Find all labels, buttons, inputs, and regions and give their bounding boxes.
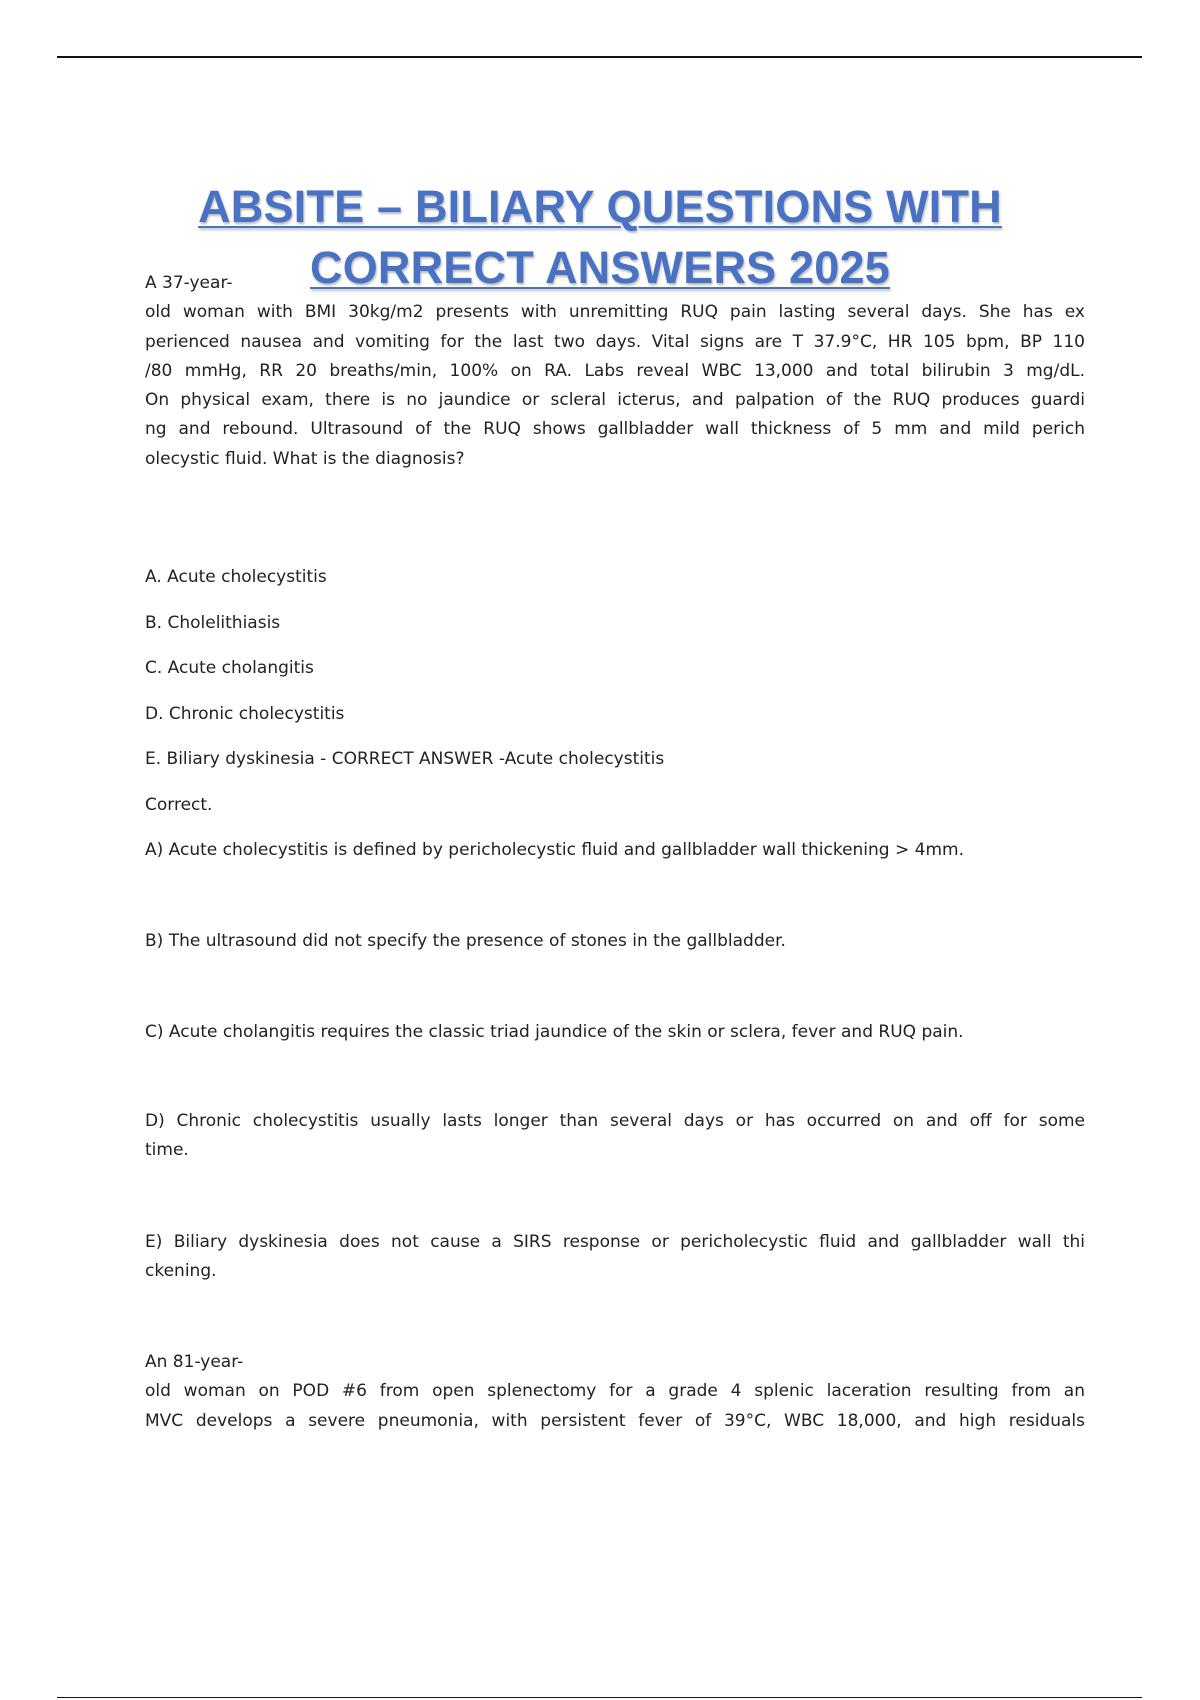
question-2-stem-line: old woman on POD #6 from open splenectomy for a grade 4 splenic laceration resulting from an	[145, 1381, 1085, 1402]
question-1-stem-line: old woman with BMI 30kg/m2 presents with unremitting RUQ pain lasting several days. She has ex	[145, 302, 1085, 323]
question-1-stem-line: A 37-year-	[145, 273, 233, 293]
question-1-stem	[145, 269, 1085, 474]
explanation-e-line: ckening.	[145, 1261, 217, 1282]
explanation-c: C) Acute cholangitis requires the classic triad jaundice of the skin or sclera, fever and RUQ pain.	[145, 1022, 964, 1042]
question-1-stem-line: On physical exam, there is no jaundice or scleral icterus, and palpation of the RUQ produces guardi	[145, 390, 1085, 411]
question-1-stem-line: ng and rebound. Ultrasound of the RUQ shows gallbladder wall thickness of 5 mm and mild perich	[145, 419, 1085, 440]
option-e-with-answer: E. Biliary dyskinesia - CORRECT ANSWER -Acute cholecystitis	[145, 749, 665, 769]
explanation-e-line: E) Biliary dyskinesia does not cause a SIRS response or pericholecystic fluid and gallbladder wall thi	[145, 1232, 1085, 1252]
option-b: B. Cholelithiasis	[145, 613, 281, 633]
question-2-stem-line: An 81-year-	[145, 1352, 244, 1372]
question-2-stem-line: MVC develops a severe pneumonia, with persistent fever of 39°C, WBC 18,000, and high residuals	[145, 1410, 1085, 1431]
page-title-line-1: ABSITE – BILIARY QUESTIONS WITH	[198, 181, 1002, 233]
option-d: D. Chronic cholecystitis	[145, 704, 345, 724]
question-1-stem-line: olecystic fluid. What is the diagnosis?	[145, 448, 465, 469]
page-title-line-2: CORRECT ANSWERS 2025	[310, 242, 890, 294]
question-1-stem-line: perienced nausea and vomiting for the last two days. Vital signs are T 37.9°C, HR 105 bpm, BP 110	[145, 331, 1085, 352]
top-rule	[57, 56, 1142, 58]
explanation-d-line: time.	[145, 1140, 189, 1161]
option-c: C. Acute cholangitis	[145, 658, 314, 678]
result-text: Correct.	[145, 795, 213, 815]
explanation-d	[145, 1107, 1085, 1166]
explanation-e	[145, 1228, 1085, 1287]
bottom-rule	[57, 1697, 1142, 1698]
option-a: A. Acute cholecystitis	[145, 567, 327, 587]
explanation-a: A) Acute cholecystitis is defined by pericholecystic fluid and gallbladder wall thickening > 4mm.	[145, 840, 964, 860]
question-2-stem	[145, 1348, 1085, 1436]
explanation-d-line: D) Chronic cholecystitis usually lasts longer than several days or has occurred on and off for some	[145, 1111, 1085, 1131]
explanation-b: B) The ultrasound did not specify the presence of stones in the gallbladder.	[145, 931, 786, 951]
question-1-stem-line: /80 mmHg, RR 20 breaths/min, 100% on RA. Labs reveal WBC 13,000 and total bilirubin 3 mg/dL.	[145, 360, 1085, 381]
